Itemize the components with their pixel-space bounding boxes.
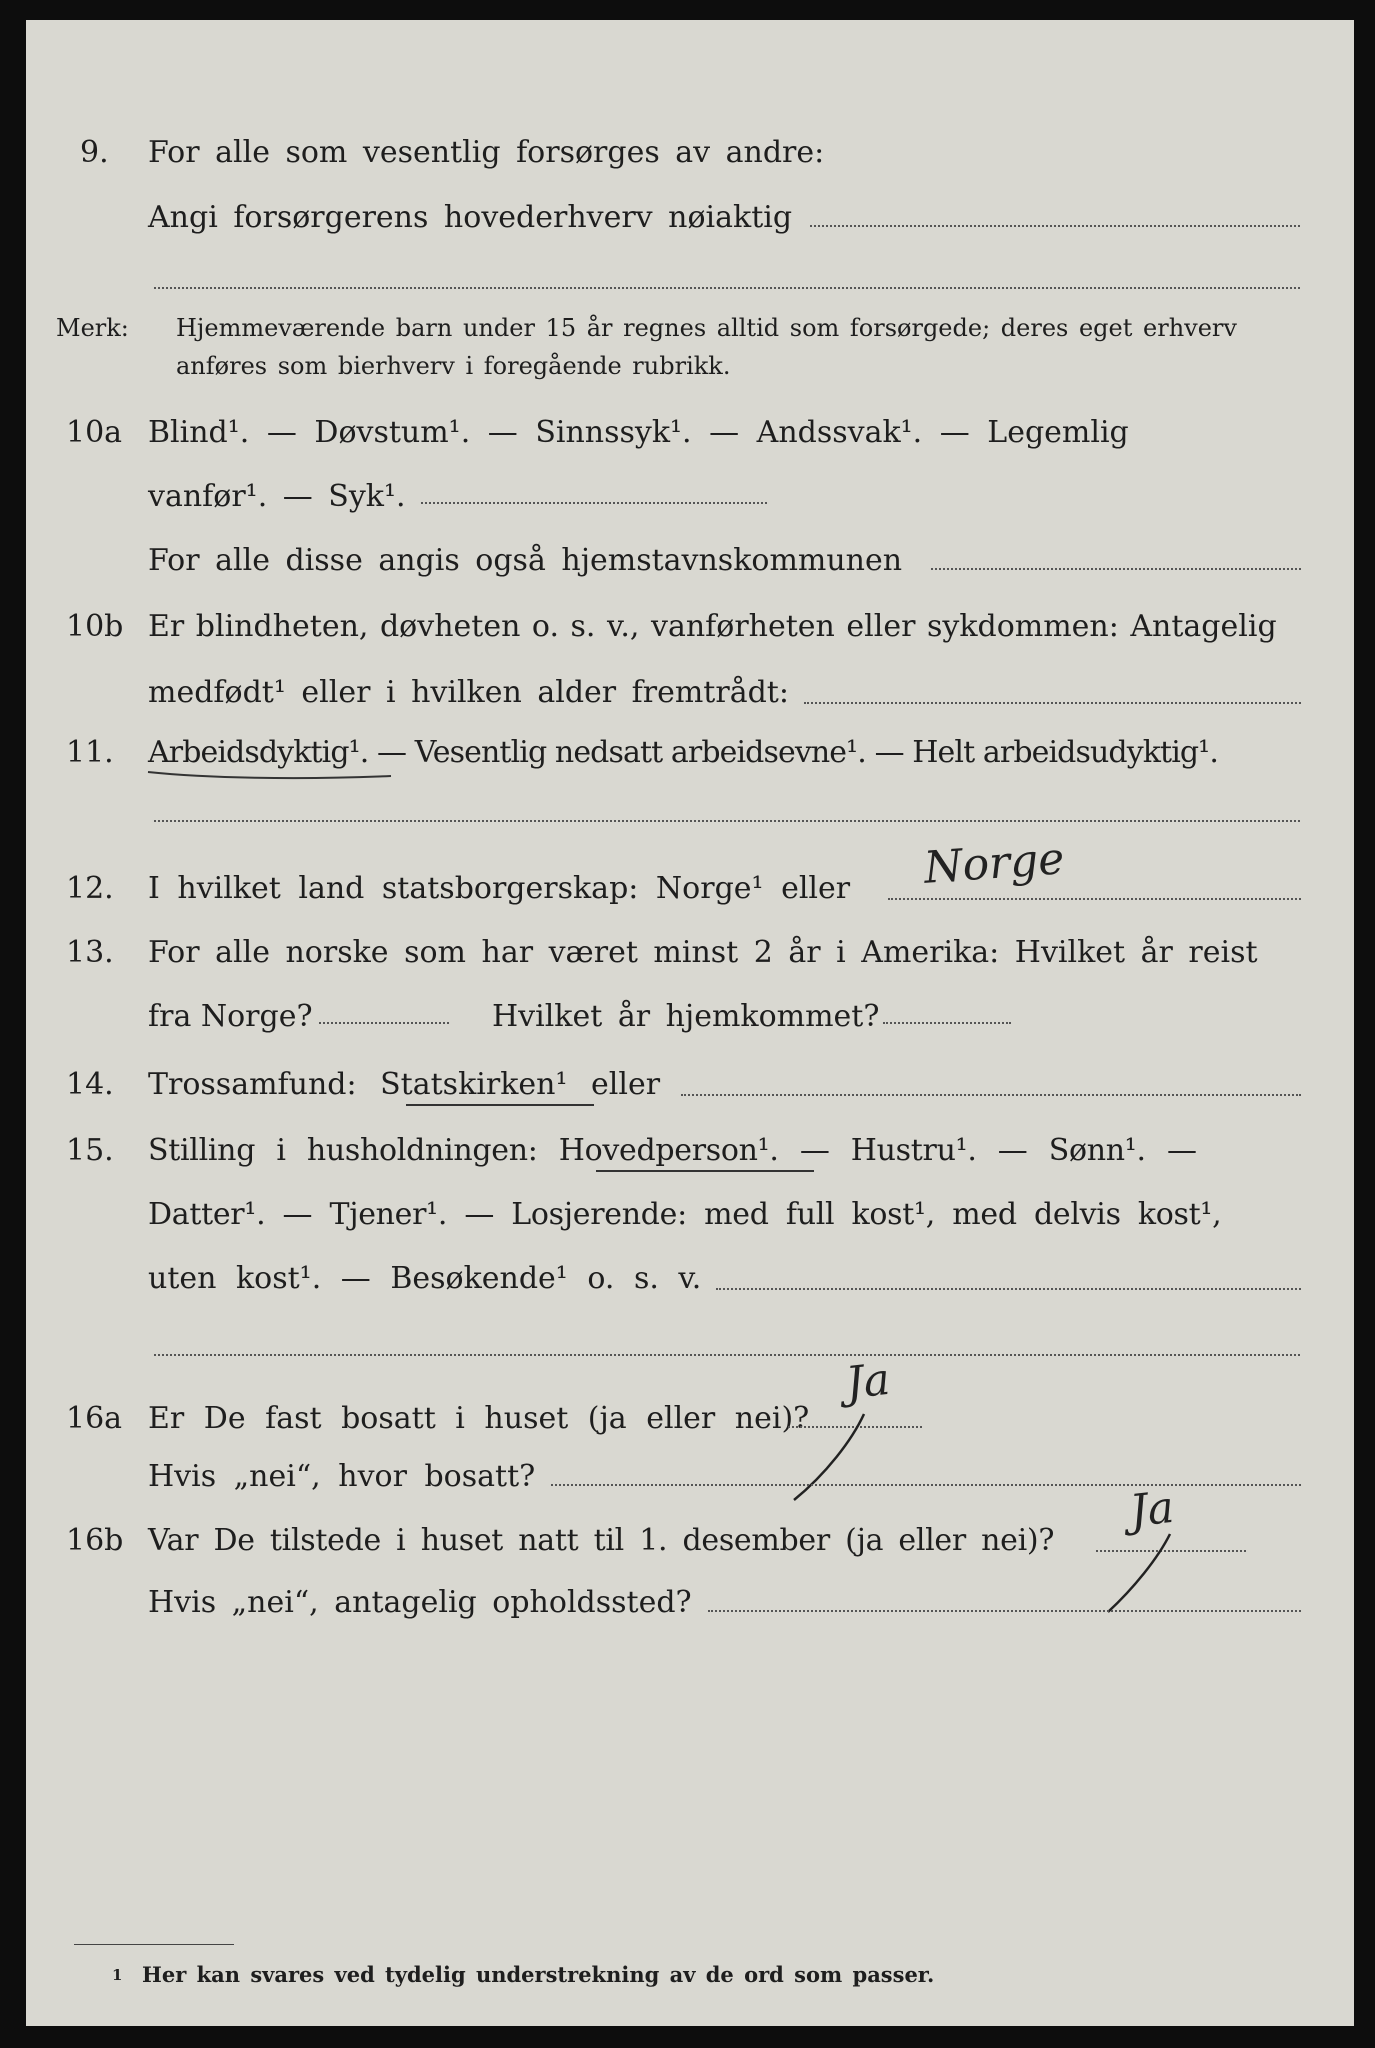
q16a-number: 16a [66, 1401, 123, 1436]
q10b-text-line1: Er blindheten, døvheten o. s. v., vanførheten eller sykdommen: Antagelig [148, 609, 1277, 644]
q15-text-line2: Datter¹. — Tjener¹. — Losjerende: med full kost¹, med delvis kost¹, [148, 1197, 1222, 1232]
arbeidsdyktig-underline [146, 764, 396, 784]
q10a-text-line2: vanfør¹. — Syk¹. [148, 479, 406, 514]
q10a-hometown-line [931, 568, 1301, 570]
q9-answer-line-2 [154, 287, 1300, 289]
q13-text-line2b: Hvilket år hjemkommet? [492, 999, 880, 1034]
q14-text-line1: Trossamfund: Statskirken¹ eller [148, 1067, 661, 1102]
q13-departure-year-line [319, 1022, 449, 1024]
merk-label: Merk: [56, 314, 129, 342]
q16a-text-line1: Er De fast bosatt i huset (ja eller nei)? [148, 1401, 810, 1436]
q16a-residence-line [551, 1484, 1301, 1486]
q10b-number: 10b [66, 609, 124, 644]
q16a-handwritten-answer: Ja [843, 1353, 893, 1410]
q13-text-line2a: fra Norge? [148, 999, 313, 1034]
q13-number: 13. [66, 935, 114, 970]
q13-return-year-line [883, 1022, 1011, 1024]
q16b-text-line1: Var De tilstede i huset natt til 1. desember (ja eller nei)? [148, 1523, 1055, 1558]
q12-answer-line [888, 898, 1301, 900]
q12-text-line1: I hvilket land statsborgerskap: Norge¹ eller [148, 871, 851, 906]
q15-answer-line-2 [154, 1354, 1300, 1356]
q16b-handwritten-answer: Ja [1127, 1481, 1177, 1538]
q13-text-line1: For alle norske som har været minst 2 år i Amerika: Hvilket år reist [148, 935, 1258, 970]
footnote-text: Her kan svares ved tydelig understrekning av de ord som passer. [142, 1962, 935, 1987]
q9-number: 9. [80, 135, 109, 170]
q14-answer-line [681, 1094, 1301, 1096]
q10a-text-line1: Blind¹. — Døvstum¹. — Sinnssyk¹. — Andssvak¹. — Legemlig [148, 415, 1129, 450]
q11-number: 11. [66, 735, 114, 770]
q14-number: 14. [66, 1067, 114, 1102]
q15-text-line1: Stilling i husholdningen: Hovedperson¹. — Hustru¹. — Sønn¹. — [148, 1133, 1197, 1168]
q12-handwritten-answer: Norge [922, 833, 1066, 894]
q9-text-line1: For alle som vesentlig forsørges av andre: [148, 135, 825, 170]
merk-text-line2: anføres som bierhverv i foregående rubrikk. [176, 352, 731, 380]
q15-answer-line [716, 1288, 1301, 1290]
statskirken-underline [406, 1104, 594, 1106]
q10a-answer-line [421, 502, 767, 504]
q15-number: 15. [66, 1133, 114, 1168]
q11-answer-line [154, 820, 1300, 822]
merk-text-line1: Hjemmeværende barn under 15 år regnes alltid som forsørgede; deres eget erhverv [176, 314, 1237, 342]
census-form-page [26, 20, 1354, 2026]
q10b-text-line2: medfødt¹ eller i hvilken alder fremtrådt: [148, 675, 789, 710]
hovedperson-underline [596, 1170, 814, 1172]
q16a-ditto-stroke [786, 1410, 876, 1510]
q16b-ditto-stroke [1102, 1530, 1182, 1620]
q15-text-line3: uten kost¹. — Besøkende¹ o. s. v. [148, 1261, 702, 1296]
q16b-whereabouts-line [708, 1610, 1301, 1612]
q10b-answer-line [804, 702, 1301, 704]
q10a-number: 10a [66, 415, 123, 450]
q9-text-line2: Angi forsørgerens hovederhverv nøiaktig [148, 200, 793, 235]
q12-number: 12. [66, 871, 114, 906]
q9-answer-line [810, 225, 1300, 227]
q16b-number: 16b [66, 1523, 124, 1558]
q16a-text-line2: Hvis „nei“, hvor bosatt? [148, 1459, 536, 1494]
q16b-text-line2: Hvis „nei“, antagelig opholdssted? [148, 1585, 692, 1620]
q11-text-line1: Arbeidsdyktig¹. — Vesentlig nedsatt arbeidsevne¹. — Helt arbeidsudyktig¹. [148, 735, 1218, 770]
footnote-rule [74, 1944, 234, 1945]
footnote-mark: 1 [112, 1966, 123, 1984]
q10a-text-line3: For alle disse angis også hjemstavnskommunen [148, 543, 903, 578]
